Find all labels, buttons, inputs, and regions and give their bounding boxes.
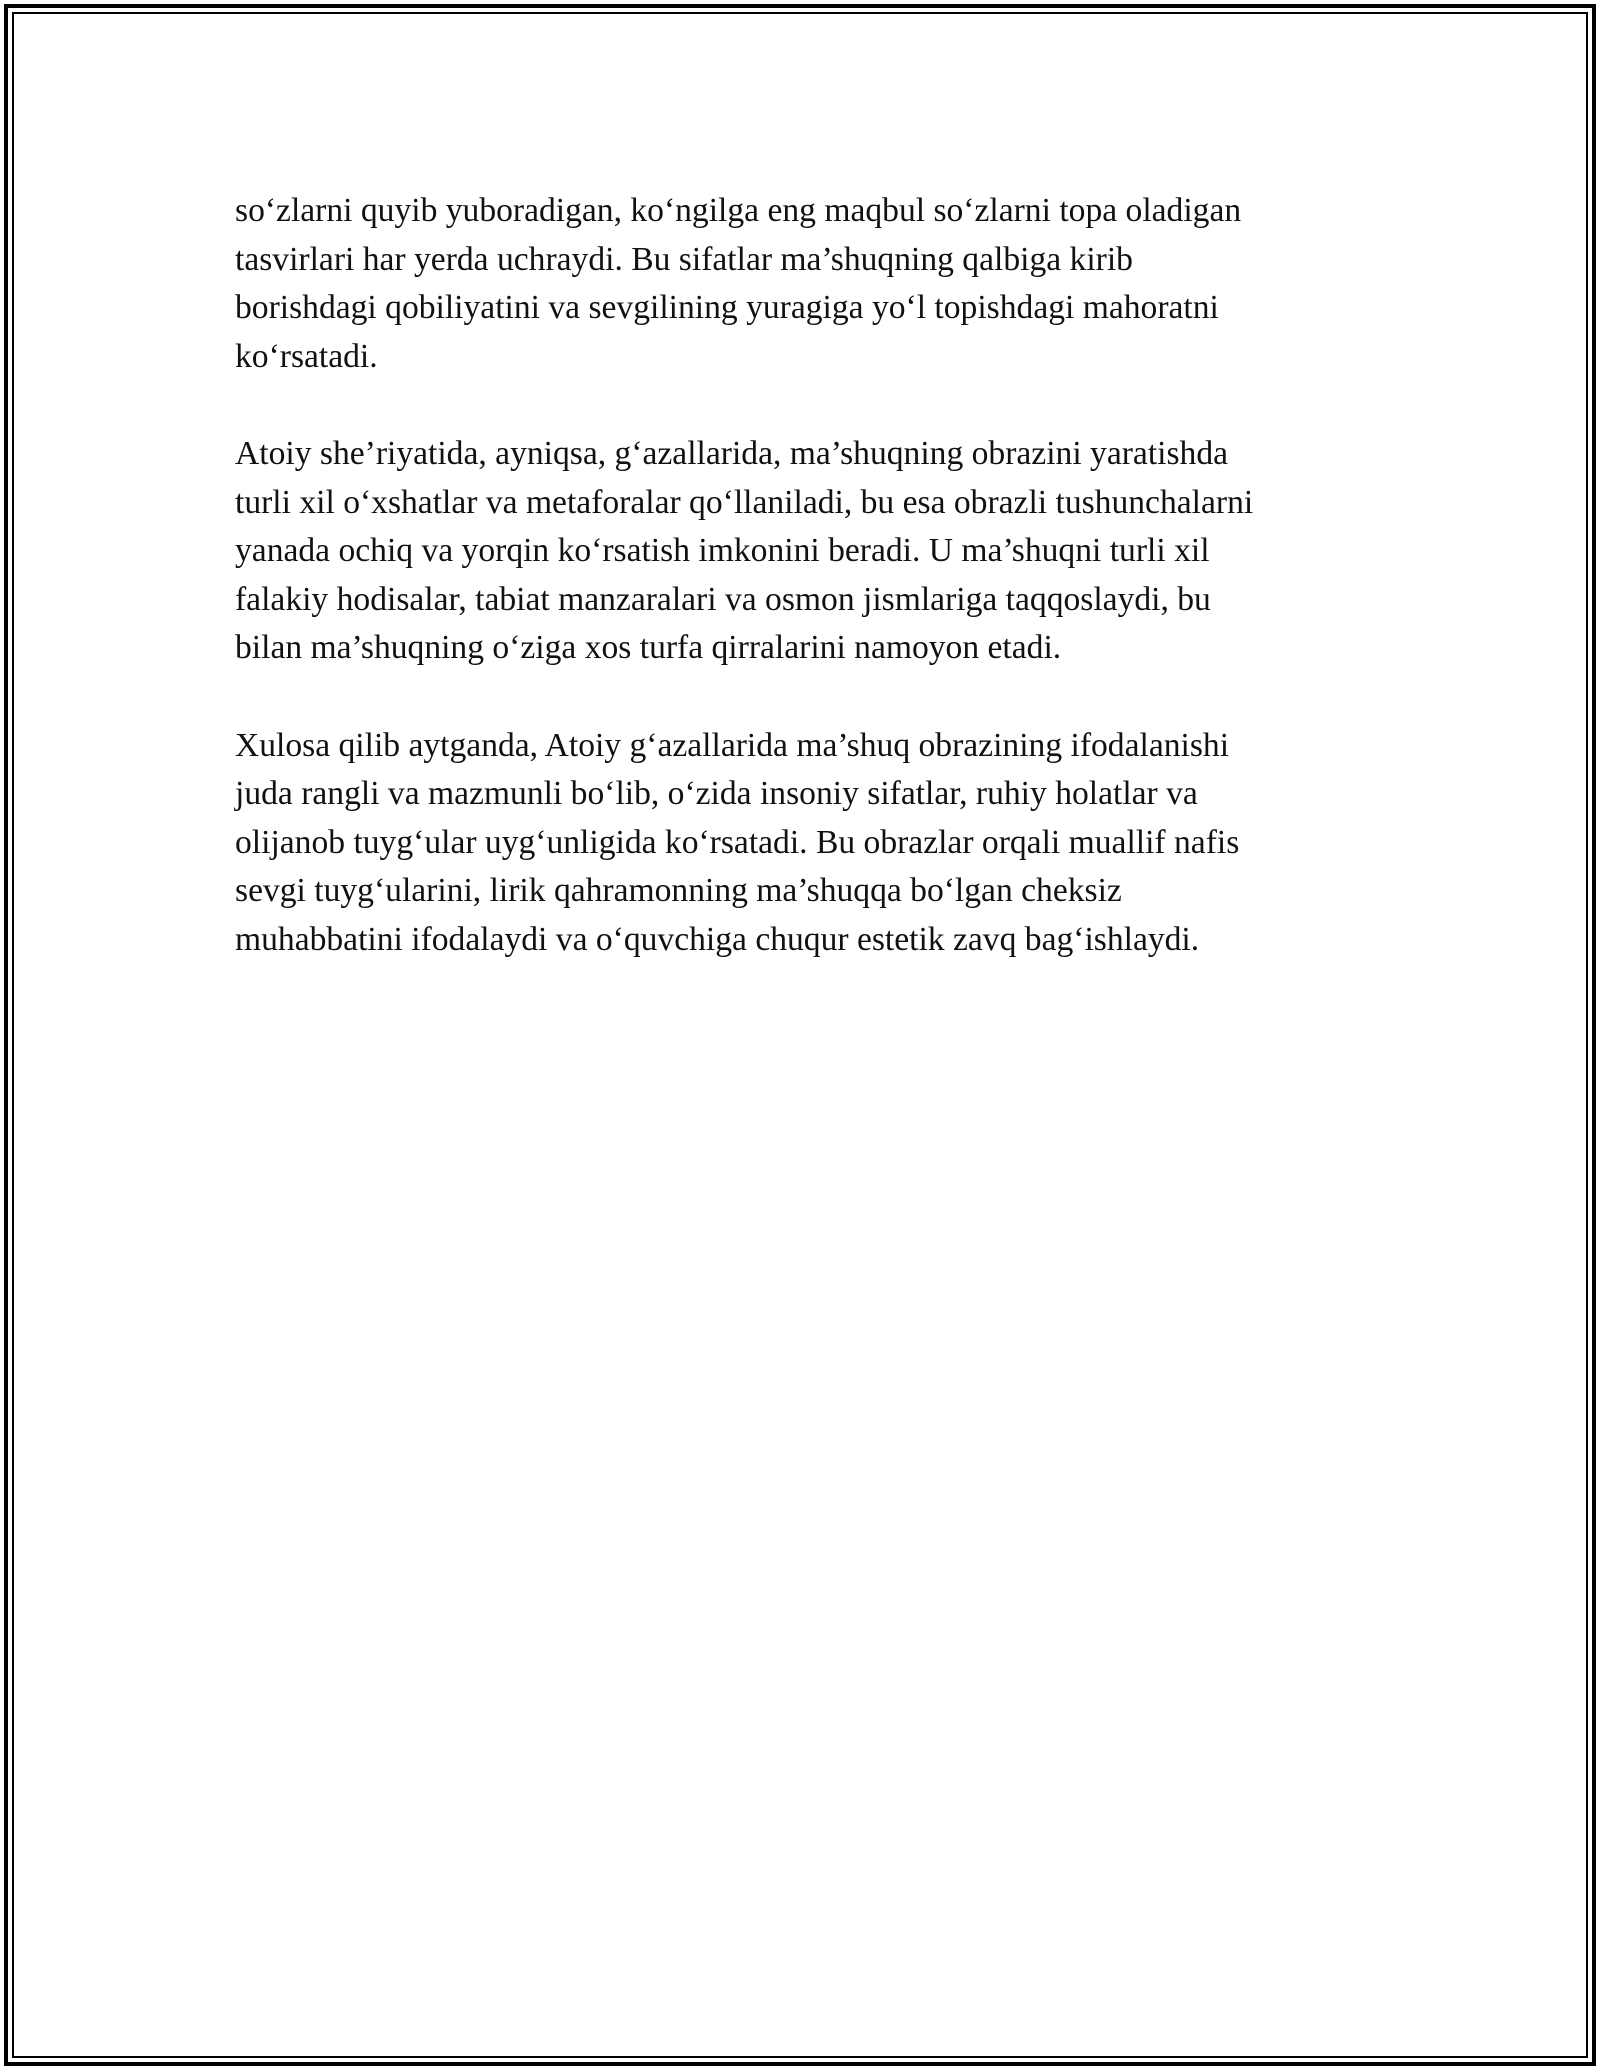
text-line: so‘zlarni quyib yuboradigan, ko‘ngilga eng maqbul so‘zlarni topa oladigan — [235, 192, 1242, 229]
text-line: tasvirlari har yerda uchraydi. Bu sifatlar ma’shuqning qalbiga kirib — [235, 240, 1133, 278]
text-line: turli xil o‘xshatlar va metaforalar qo‘llaniladi, bu esa obrazli tushunchalarni — [235, 483, 1254, 521]
text-line: sevgi tuyg‘ularini, lirik qahramonning ma’shuqqa bo‘lgan cheksiz — [235, 872, 1122, 910]
text-line: juda rangli va mazmunli bo‘lib, o‘zida insoniy sifatlar, ruhiy holatlar va — [235, 775, 1198, 813]
paragraph-3 — [235, 722, 1375, 965]
text-line: falakiy hodisalar, tabiat manzaralari va osmon jismlariga taqqoslaydi, bu — [235, 580, 1211, 618]
text-line: muhabbatini ifodalaydi va o‘quvchiga chuqur estetik zavq bag‘ishlaydi. — [235, 920, 1200, 958]
text-line: borishdagi qobiliyatini va sevgilining yuragiga yo‘l topishdagi mahoratni — [235, 289, 1219, 327]
text-line: Xulosa qilib aytganda, Atoiy g‘azallarida ma’shuq obrazining ifodalanishi — [235, 726, 1230, 764]
paragraph-1 — [235, 187, 1375, 381]
document-body — [235, 187, 1375, 1013]
paragraph-2 — [235, 430, 1375, 673]
text-line: yanada ochiq va yorqin ko‘rsatish imkonini beradi. U ma’shuqni turli xil — [235, 532, 1210, 570]
text-line: olijanob tuyg‘ular uyg‘unligida ko‘rsatadi. Bu obrazlar orqali muallif nafis — [235, 823, 1240, 861]
text-line: Atoiy she’riyatida, ayniqsa, g‘azallarida, ma’shuqning obrazini yaratishda — [235, 434, 1229, 472]
text-line: ko‘rsatadi. — [235, 337, 378, 375]
text-line: bilan ma’shuqning o‘ziga xos turfa qirralarini namoyon etadi. — [235, 629, 1062, 667]
